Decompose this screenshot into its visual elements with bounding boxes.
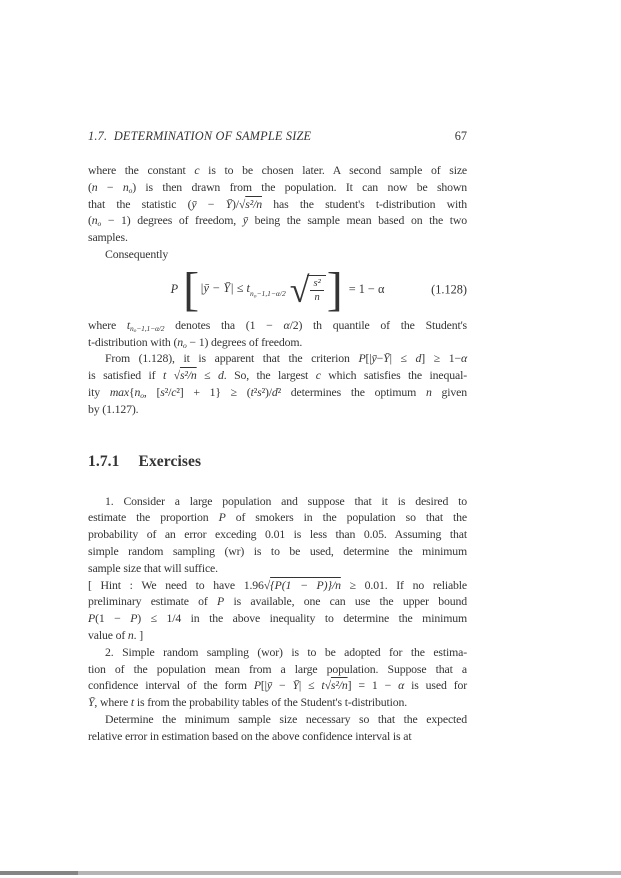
text-segment: value of xyxy=(88,627,128,642)
text-segment: c xyxy=(171,384,177,399)
text-segment: [| xyxy=(260,678,267,693)
sqrt-symbol: √ xyxy=(324,678,331,693)
text-line xyxy=(88,350,467,367)
paragraph-where xyxy=(88,317,467,351)
text-line xyxy=(88,593,467,610)
text-line xyxy=(88,179,467,196)
text-segment: is used for xyxy=(404,678,468,693)
text-segment: t xyxy=(321,678,325,693)
text-line xyxy=(88,577,467,594)
text-line xyxy=(88,162,467,179)
page-content xyxy=(88,128,467,745)
text-segment: n xyxy=(127,627,134,642)
sqrt-symbol: √ xyxy=(173,368,180,383)
text-segment: is satisfied if xyxy=(88,368,163,383)
text-segment: preliminary estimate of xyxy=(88,594,218,609)
text-segment: P xyxy=(130,611,138,626)
text-segment: P xyxy=(218,510,226,525)
text-segment: )/ xyxy=(232,196,239,211)
text-segment: confidence interval of the form xyxy=(88,678,254,693)
text-segment: ² xyxy=(253,384,258,399)
text-segment: . So, the largest xyxy=(223,368,316,383)
section-title: DETERMINATION OF SAMPLE SIZE xyxy=(113,129,312,143)
text-segment: d xyxy=(271,384,278,399)
radicand-text: {P(1 − P)}/n xyxy=(270,577,341,592)
text-segment: ≤ xyxy=(196,368,219,383)
text-segment: ²)/ xyxy=(261,384,272,399)
text-line xyxy=(88,560,467,577)
text-line xyxy=(88,627,467,644)
text-segment: − xyxy=(97,179,123,194)
text-segment: − xyxy=(272,678,293,693)
page-number: 67 xyxy=(454,129,467,143)
text-segment: of smokers in the population so that the xyxy=(225,510,467,525)
text-segment: α xyxy=(398,678,405,693)
text-segment: Ȳ xyxy=(383,351,390,366)
text-segment: which satisfies the inequal- xyxy=(320,368,467,383)
text-segment: P xyxy=(253,678,261,693)
text-segment: sample size that will suffice. xyxy=(88,560,218,575)
text-segment: c xyxy=(315,368,321,383)
text-segment: where the constant xyxy=(88,163,195,177)
text-segment: (1 − xyxy=(95,611,131,626)
text-segment: | ≤ xyxy=(298,678,322,693)
text-line xyxy=(88,644,467,661)
equation-rhs: = 1 − α xyxy=(348,282,385,297)
text-segment: d xyxy=(218,368,224,383)
text-line xyxy=(88,384,467,401)
exercise-2-continued xyxy=(88,711,467,745)
text-segment: probability of an error exceding 0.01 is less than 0.05. Assuming that xyxy=(88,527,467,542)
text-segment: From (1.128), it is apparent that the criterion xyxy=(105,351,359,366)
text-line xyxy=(88,334,467,351)
text-segment: { xyxy=(129,384,135,399)
radicand xyxy=(307,275,325,304)
text-segment: n xyxy=(134,384,141,399)
text-segment: − 1) degrees of freedom, xyxy=(101,213,243,228)
text-segment xyxy=(166,368,174,382)
horizontal-scrollbar-thumb[interactable] xyxy=(0,871,78,875)
fraction-denominator: n xyxy=(314,292,320,304)
exercise-2 xyxy=(88,644,467,711)
equation-body: |ȳ − Ȳ| ≤ $t_{n_o-1,1-\alpha/2}$ xyxy=(200,280,286,300)
text-segment: ( xyxy=(88,213,92,228)
text-segment: ȳ xyxy=(242,213,248,228)
text-segment: Ȳ xyxy=(88,695,95,710)
text-segment: is available, one can use the upper bound xyxy=(224,594,468,609)
text-segment: | ≤ xyxy=(389,351,416,366)
text-segment: tion of the population mean from a large population. Suppose that a xyxy=(88,661,467,676)
text-line xyxy=(88,212,467,229)
text-segment: estimate the proportion xyxy=(88,510,219,525)
text-segment: −1,1−α/2 xyxy=(136,323,165,333)
text-segment: Ȳ xyxy=(225,196,233,211)
text-segment: n xyxy=(130,323,134,333)
text-line xyxy=(88,317,467,334)
text-line xyxy=(88,728,467,745)
equation-number: (1.128) xyxy=(431,282,467,297)
text-segment: ] = 1 − xyxy=(347,678,399,693)
text-segment: ȳ xyxy=(266,678,272,693)
text-segment: Consequently xyxy=(105,246,169,261)
text-segment: [| xyxy=(365,351,372,366)
text-segment: P xyxy=(217,594,225,609)
text-line xyxy=(88,401,467,418)
text-segment: o xyxy=(128,185,133,195)
text-segment: t xyxy=(130,695,135,710)
text-segment: o xyxy=(133,327,137,334)
text-segment: t xyxy=(250,384,254,399)
text-segment: Determine the minimum sample size necessary so that the expected xyxy=(105,711,467,726)
equation-subscript: no−1,1−α/2 xyxy=(249,288,286,300)
text-segment: denotes tha (1 − xyxy=(164,317,284,332)
exercise-1 xyxy=(88,493,467,577)
text-segment: ity xyxy=(88,384,110,399)
exercise-1-hint xyxy=(88,577,467,644)
subsection-number: 1.7.1 xyxy=(88,452,120,470)
text-segment: P xyxy=(88,611,96,626)
text-line xyxy=(88,694,467,711)
text-segment: o xyxy=(140,390,144,400)
text-segment: 1. Consider a large population and suppose that it is desired to xyxy=(105,493,467,508)
sqrt-symbol: √ xyxy=(238,196,246,211)
text-segment: simple random sampling (wr) is to be used, determine the minimum xyxy=(88,543,467,558)
text-line xyxy=(88,526,467,543)
text-line xyxy=(88,196,467,213)
paragraph-intro xyxy=(88,162,467,263)
running-header-title xyxy=(88,128,311,145)
text-segment: − 1) degrees of freedom. xyxy=(186,334,303,349)
running-header xyxy=(88,128,467,145)
text-segment: given xyxy=(431,384,467,399)
text-segment: ²] + 1} ≥ ( xyxy=(176,384,251,399)
subsection-title: Exercises xyxy=(138,452,202,470)
text-segment: ȳ xyxy=(371,351,377,366)
text-segment: ² determines the optimum xyxy=(277,384,426,399)
text-segment: that the statistic ( xyxy=(88,196,192,211)
text-segment: n xyxy=(425,384,432,399)
text-segment: o xyxy=(97,219,102,229)
text-segment: n xyxy=(177,334,184,349)
text-segment: /2) th quantile of the Student's xyxy=(289,317,467,332)
fraction-numerator: s² xyxy=(310,278,323,291)
radicand-text: s²/n xyxy=(245,196,262,211)
radical-expression: √ $\frac{\text{s²}}{n}$ xyxy=(290,275,326,304)
text-line xyxy=(88,661,467,678)
text-segment: t xyxy=(126,317,131,332)
text-segment: o xyxy=(183,340,187,350)
text-line xyxy=(88,610,467,627)
fraction xyxy=(310,278,323,303)
text-segment: ) is then drawn from the population. It can now be shown xyxy=(132,179,468,194)
text-segment: − xyxy=(376,351,384,366)
text-segment: 2. Simple random sampling (wor) is to be adopted for the estima- xyxy=(105,644,467,659)
text-segment: Ȳ xyxy=(292,678,299,693)
text-segment: c xyxy=(194,163,200,177)
text-segment: s xyxy=(257,384,262,399)
paragraph-from xyxy=(88,350,467,417)
text-segment: has the student's t-distribution with xyxy=(261,196,467,211)
text-segment: d xyxy=(415,351,422,366)
text-segment: n xyxy=(91,179,98,194)
text-line xyxy=(88,543,467,560)
text-segment: ²/ xyxy=(164,384,172,399)
text-segment: samples. xyxy=(88,230,128,245)
text-segment: , where xyxy=(94,695,131,710)
text-segment: being the sample mean based on the two xyxy=(247,213,467,228)
section-number: 1.7. xyxy=(88,129,108,143)
display-equation: P [ |ȳ − Ȳ| ≤ $t_{n_o-1,1-\alpha/2}$ √ $\frac{\text{s²}}{n}$ ] = 1 − α (1.128) xyxy=(170,262,467,316)
text-segment: s xyxy=(160,384,165,399)
text-segment: , [ xyxy=(143,384,161,399)
text-segment: ȳ xyxy=(191,196,197,211)
text-segment: [ Hint : We need to have 1.96 xyxy=(88,577,264,592)
text-segment: . ] xyxy=(133,627,144,642)
equation-lhs: P xyxy=(170,282,179,297)
text-segment: is to be chosen later. A second sample of size xyxy=(199,163,467,177)
text-segment: t-distribution with ( xyxy=(88,334,178,349)
radicand-text: s²/n xyxy=(179,368,197,383)
text-line xyxy=(88,367,467,384)
text-segment: t xyxy=(162,368,167,383)
text-line xyxy=(88,677,467,694)
text-segment: is from the probability tables of the Student's t-distribution. xyxy=(134,695,408,710)
text-segment: max xyxy=(109,384,130,399)
text-line xyxy=(88,711,467,728)
horizontal-scrollbar[interactable] xyxy=(0,871,621,875)
text-line xyxy=(88,229,467,246)
text-line xyxy=(88,509,467,526)
text-segment: P xyxy=(358,351,366,366)
radicand-text: s²/n xyxy=(330,678,348,693)
text-segment: − xyxy=(196,196,226,211)
text-line xyxy=(88,493,467,510)
text-segment: ] ≥ 1− xyxy=(421,351,461,366)
text-segment: n xyxy=(122,179,129,194)
text-segment: relative error in estimation based on the above confidence interval is at xyxy=(88,728,412,743)
sqrt-symbol: √ xyxy=(263,577,271,592)
text-segment: n xyxy=(91,213,98,228)
text-segment: ( xyxy=(88,179,92,194)
text-segment: α xyxy=(283,317,290,332)
text-segment: ≥ 0.01. If no reliable xyxy=(340,577,468,592)
subsection-heading xyxy=(88,452,467,472)
text-segment: α xyxy=(460,351,468,366)
text-segment: where xyxy=(88,317,127,332)
text-segment: ) ≤ 1/4 in the above inequality to determine the minimum xyxy=(137,611,467,626)
text-segment: by (1.127). xyxy=(88,401,139,416)
text-line xyxy=(88,246,467,263)
